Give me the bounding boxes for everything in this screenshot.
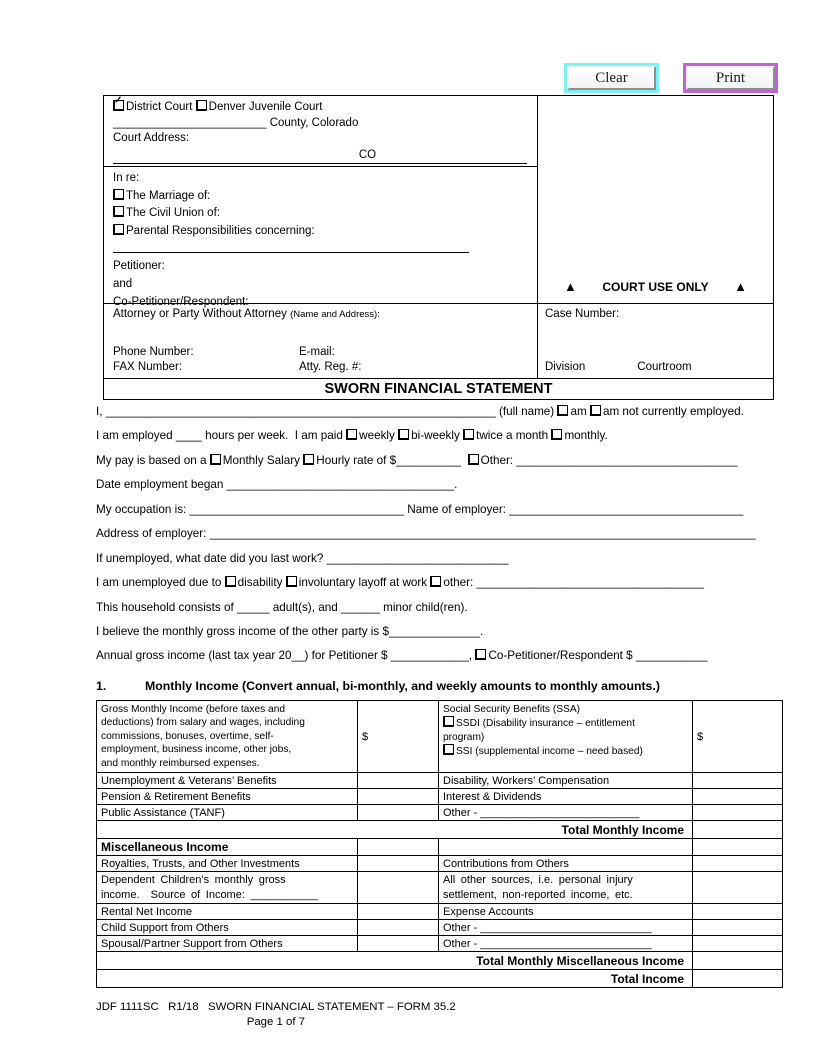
county-line[interactable]: ________________________ County, Colorado — [113, 116, 359, 129]
label-cell: Public Assistance (TANF) — [97, 805, 358, 821]
page-footer — [96, 1000, 456, 1030]
label-cell: Unemployment & Veterans’ Benefits — [97, 773, 358, 789]
print-button-label: Print — [686, 66, 775, 90]
checkbox-icon[interactable] — [590, 405, 601, 416]
atty-reg-label: Atty. Reg. #: — [299, 361, 362, 373]
label-cell: Interest & Dividends — [439, 789, 693, 805]
checkbox-icon[interactable] — [557, 405, 568, 416]
checkbox-icon[interactable] — [303, 454, 314, 465]
amount-cell[interactable] — [358, 789, 439, 805]
amount-cell[interactable] — [358, 872, 439, 904]
amount-cell[interactable] — [693, 789, 783, 805]
co-petitioner-label: Co-Petitioner/Respondent: — [113, 295, 249, 308]
amount-cell[interactable] — [693, 920, 783, 936]
statement-body — [96, 400, 774, 669]
statement-line-unemployed-reason: I am unemployed due to disability involuntary layoff at work other: ___________________________________ — [96, 576, 705, 590]
label-cell: Social Security Benefits (SSA) SSDI (Disability insurance – entitlement program) SSI (supplemental income – need based) — [439, 701, 693, 773]
court-use-only — [538, 280, 773, 294]
court-address-label: Court Address: — [113, 132, 190, 144]
label-cell: Royalties, Trusts, and Other Investments — [97, 856, 358, 872]
checked-checkbox-icon[interactable]: ✓ — [113, 100, 124, 111]
state-abbrev: CO — [358, 148, 377, 161]
caption-blank-field[interactable] — [113, 240, 469, 253]
email-label: E-mail: — [299, 346, 335, 358]
court-address-field[interactable] — [113, 148, 527, 164]
triangle-icon: ▲ — [564, 279, 577, 294]
amount-cell[interactable] — [693, 856, 783, 872]
amount-cell[interactable] — [693, 952, 783, 970]
label-cell: All other sources, i.e. personal injury settlement, non-reported income, etc. — [439, 872, 693, 904]
statement-line-employment-date: Date employment began ___________________________________. — [96, 478, 458, 492]
total-label: Total Income — [97, 970, 693, 988]
page-number: Page 1 of 7 — [246, 1016, 305, 1028]
matter-marriage: The Marriage of: — [113, 188, 531, 206]
checkbox-icon[interactable] — [443, 716, 454, 727]
section1-heading — [96, 679, 660, 693]
amount-cell[interactable] — [693, 970, 783, 988]
label-cell: Rental Net Income — [97, 904, 358, 920]
court-type-line: ✓ District Court Denver Juvenile Court — [114, 95, 323, 113]
statement-line-other-party-income: I believe the monthly gross income of the other party is $______________. — [96, 624, 484, 638]
print-button[interactable] — [683, 63, 778, 93]
statement-line-occupation: My occupation is: _________________________________ Name of employer: ____________________________________ — [96, 502, 744, 516]
checkbox-icon[interactable] — [113, 206, 124, 217]
amount-cell[interactable]: $ — [358, 701, 439, 773]
amount-cell[interactable] — [693, 904, 783, 920]
amount-cell[interactable] — [358, 856, 439, 872]
phone-label: Phone Number: — [113, 346, 194, 358]
court-use-only-label: COURT USE ONLY — [602, 280, 709, 294]
form-id-line: JDF 1111SC R1/18 SWORN FINANCIAL STATEMENT – FORM 35.2 — [96, 1001, 456, 1013]
label-cell: Dependent Children’s monthly gross income. Source of Income: ___________ — [97, 872, 358, 904]
checkbox-icon[interactable] — [398, 429, 409, 440]
amount-cell[interactable]: $ — [693, 701, 783, 773]
label-cell — [439, 839, 693, 856]
checkbox-icon[interactable] — [210, 454, 221, 465]
statement-line-pay-basis: My pay is based on a Monthly Salary Hourly rate of $__________ Other: __________________________________ — [96, 453, 738, 467]
total-label: Total Monthly Miscellaneous Income — [97, 952, 693, 970]
statement-line-employer-address: Address of employer: ____________________________________________________________________________________ — [96, 527, 756, 541]
label-cell: Other - ____________________________ — [439, 936, 693, 952]
checkbox-icon[interactable] — [475, 649, 486, 660]
checkbox-icon[interactable] — [196, 100, 207, 111]
label-cell: Miscellaneous Income — [97, 839, 358, 856]
matter-parental: Parental Responsibilities concerning: — [113, 223, 531, 241]
petitioner-label: Petitioner: — [113, 260, 165, 273]
checkbox-icon[interactable] — [225, 576, 236, 587]
checkbox-icon[interactable] — [551, 429, 562, 440]
label-cell: Gross Monthly Income (before taxes and deductions) from salary and wages, including commissions, bonuses, overtime, self- employment, business income, other jobs, and monthly reimbursed expenses. — [97, 701, 358, 773]
amount-cell[interactable] — [358, 805, 439, 821]
statement-line-fullname: I, ____________________________________________________________ (full name) am am not currently employed. — [96, 405, 744, 418]
statement-line-last-work: If unemployed, what date did you last work? ____________________________ — [96, 551, 509, 565]
income-table — [96, 700, 783, 988]
statement-line-hours: I am employed ____ hours per week. I am paid weekly bi-weekly twice a month monthly. — [96, 429, 608, 443]
and-label: and — [113, 277, 133, 290]
amount-cell[interactable] — [358, 773, 439, 789]
label-cell: Other - __________________________ — [439, 805, 693, 821]
label-cell: Pension & Retirement Benefits — [97, 789, 358, 805]
amount-cell[interactable] — [693, 872, 783, 904]
amount-cell[interactable] — [693, 936, 783, 952]
checkbox-icon[interactable] — [430, 576, 441, 587]
label-cell: Expense Accounts — [439, 904, 693, 920]
label-cell: Other - ____________________________ — [439, 920, 693, 936]
caption-table — [103, 95, 774, 400]
statement-line-annual-income: Annual gross income (last tax year 20__) for Petitioner $ ____________, Co-Petitioner/Respondent $ ___________ — [96, 649, 708, 663]
attorney-paren: (Name and Address): — [290, 309, 380, 320]
checkbox-icon[interactable] — [113, 224, 124, 235]
clear-button[interactable] — [564, 63, 659, 93]
total-label: Total Monthly Income — [97, 821, 693, 839]
amount-cell[interactable] — [358, 904, 439, 920]
checkbox-icon[interactable] — [286, 576, 297, 587]
label-cell: Spousal/Partner Support from Others — [97, 936, 358, 952]
attorney-heading — [113, 308, 531, 320]
matter-civil-union: The Civil Union of: — [113, 205, 531, 223]
section1-title: Monthly Income (Convert annual, bi-monthly, and weekly amounts to monthly amounts.) — [145, 679, 660, 693]
statement-line-household: This household consists of _____ adult(s), and ______ minor child(ren). — [96, 600, 468, 614]
amount-cell[interactable] — [358, 839, 439, 856]
checkbox-icon[interactable] — [113, 189, 124, 200]
section1-number: 1. — [96, 679, 107, 693]
checkbox-icon[interactable] — [463, 429, 474, 440]
amount-cell[interactable] — [693, 839, 783, 856]
amount-cell[interactable] — [693, 773, 783, 789]
amount-cell[interactable] — [358, 920, 439, 936]
in-re-label: In re: — [113, 172, 140, 184]
label-cell: Contributions from Others — [439, 856, 693, 872]
checkbox-icon[interactable] — [443, 744, 454, 755]
checkbox-icon[interactable] — [468, 454, 479, 465]
amount-cell[interactable] — [693, 821, 783, 839]
amount-cell[interactable] — [693, 805, 783, 821]
amount-cell[interactable] — [358, 936, 439, 952]
courtroom-label: Courtroom — [637, 361, 692, 373]
fax-label: FAX Number: — [113, 361, 183, 373]
case-number-label: Case Number: — [545, 308, 620, 320]
clear-button-label: Clear — [567, 66, 656, 90]
label-cell: Child Support from Others — [97, 920, 358, 936]
triangle-icon: ▲ — [734, 279, 747, 294]
division-label: Division — [545, 361, 586, 373]
label-cell: Disability, Workers’ Compensation — [439, 773, 693, 789]
attorney-label: Attorney or Party Without Attorney — [113, 308, 291, 320]
form-title: SWORN FINANCIAL STATEMENT — [104, 378, 773, 399]
checkbox-icon[interactable] — [346, 429, 357, 440]
